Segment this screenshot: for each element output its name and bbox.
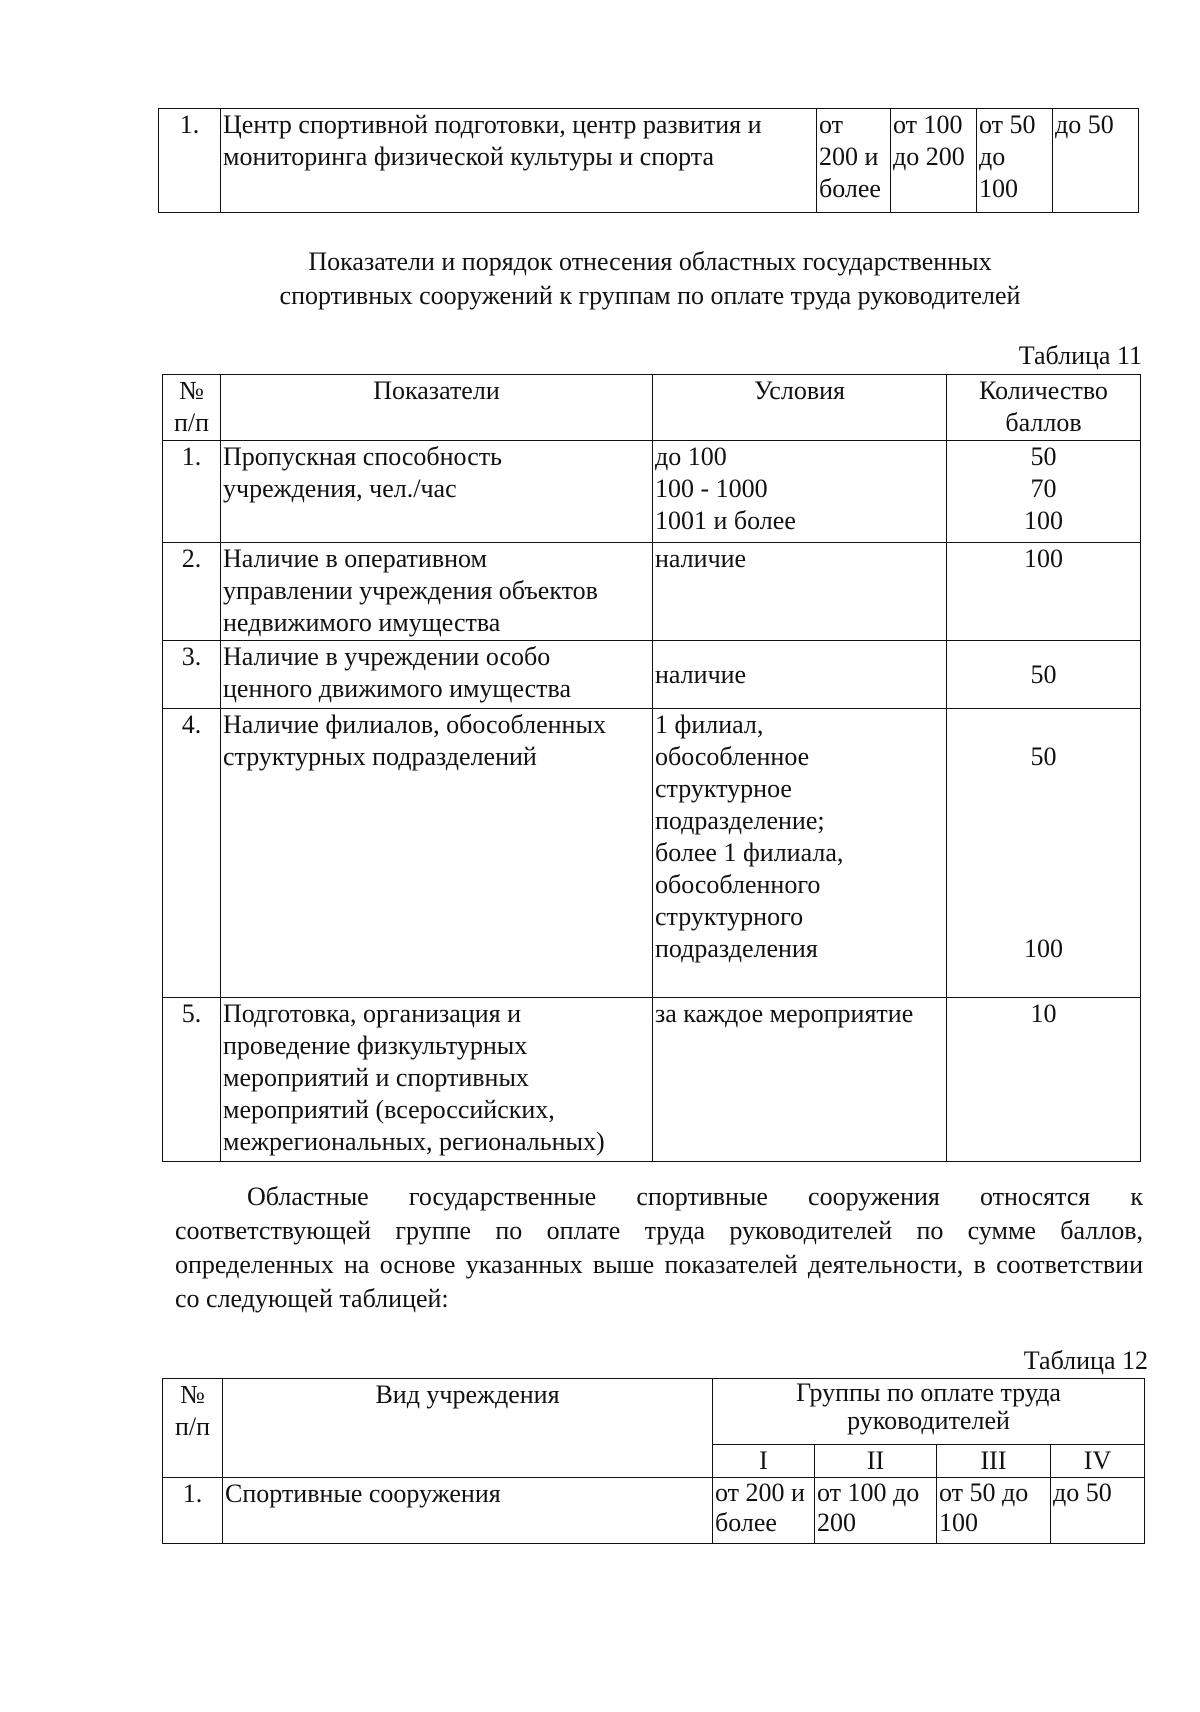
- points-cell: [947, 709, 1141, 998]
- table-12: [162, 1378, 1145, 1544]
- header-number: № п/п: [163, 375, 221, 441]
- table-row: [163, 441, 1141, 543]
- group-4-cell: до 50: [1051, 1478, 1145, 1544]
- body-paragraph: Областные государственные спортивные сооружения относятся к соответствующей группе по оплате труда руководителей по сумме баллов, определенных на основе указанных выше показателей деятельности, в соответствии со следующей таблицей:: [175, 1182, 1143, 1313]
- points-value-b: 100: [1024, 934, 1063, 963]
- heading-line-1: Показатели и порядок отнесения областных государственных: [308, 247, 992, 276]
- group-1-cell: от 200 и более: [713, 1478, 815, 1544]
- points-cell: 50 70 100: [947, 441, 1141, 543]
- group-3-cell: от 50 до 100: [937, 1478, 1051, 1544]
- indicator-cell: Пропускная способность учреждения, чел./час: [221, 441, 653, 543]
- group-1-cell: от 200 и более: [817, 109, 891, 213]
- section-heading: [160, 245, 1140, 313]
- row-number: 1.: [163, 1478, 223, 1544]
- header-number: № п/п: [163, 1379, 223, 1478]
- table-12-label: Таблица 12: [1023, 1346, 1148, 1375]
- table-row: [163, 641, 1141, 709]
- conditions-cell: наличие: [653, 543, 947, 641]
- row-number: 2.: [163, 543, 221, 641]
- row-number: 1.: [159, 109, 221, 213]
- header-points: Количество баллов: [947, 375, 1141, 441]
- header-group-2: II: [815, 1445, 937, 1478]
- indicator-cell: Наличие филиалов, обособленных структурных подразделений: [221, 709, 653, 998]
- conditions-cell: за каждое мероприятие: [653, 998, 947, 1162]
- group-4-cell: до 50: [1053, 109, 1139, 213]
- heading-line-2: спортивных сооружений к группам по оплате труда руководителей: [279, 281, 1021, 310]
- table-11: [162, 374, 1141, 1162]
- row-number: 5.: [163, 998, 221, 1162]
- points-cell: 50: [947, 641, 1141, 709]
- group-2-cell: от 100 до 200: [815, 1478, 937, 1544]
- header-conditions: Условия: [653, 375, 947, 441]
- header-group-4: IV: [1051, 1445, 1145, 1478]
- conditions-cell: наличие: [653, 641, 947, 709]
- header-group-3: III: [937, 1445, 1051, 1478]
- points-cell: 100: [947, 543, 1141, 641]
- table-row: [163, 998, 1141, 1162]
- institution-name: Центр спортивной подготовки, центр развития и мониторинга физической культуры и спорта: [221, 109, 817, 213]
- points-cell: 10: [947, 998, 1141, 1162]
- table-row: [159, 109, 1139, 213]
- group-3-cell: от 50 до 100: [977, 109, 1053, 213]
- header-indicator: Показатели: [221, 375, 653, 441]
- indicator-cell: Наличие в оперативном управлении учреждения объектов недвижимого имущества: [221, 543, 653, 641]
- row-number: 4.: [163, 709, 221, 998]
- table-row: [163, 1478, 1145, 1544]
- group-2-cell: от 100 до 200: [891, 109, 977, 213]
- conditions-cell: 1 филиал, обособленное структурное подразделение; более 1 филиала, обособленного структурного подразделения: [653, 709, 947, 998]
- top-groups-table: [158, 108, 1139, 213]
- header-institution-type: Вид учреждения: [223, 1379, 713, 1478]
- table-row: [163, 543, 1141, 641]
- indicator-cell: Подготовка, организация и проведение физкультурных мероприятий и спортивных мероприятий (всероссийских, межрегиональных, региональных): [221, 998, 653, 1162]
- header-pay-groups: Группы по оплате труда руководителей: [713, 1379, 1145, 1445]
- indicator-cell: Наличие в учреждении особо ценного движимого имущества: [221, 641, 653, 709]
- table-row: [163, 709, 1141, 998]
- conditions-cell: до 100 100 - 1000 1001 и более: [653, 441, 947, 543]
- table-11-label: Таблица 11: [1018, 341, 1142, 370]
- row-number: 1.: [163, 441, 221, 543]
- table-header-row: [163, 1379, 1145, 1445]
- points-value-a: 50: [1030, 742, 1057, 771]
- table-header-row: [163, 375, 1141, 441]
- row-number: 3.: [163, 641, 221, 709]
- header-group-1: I: [713, 1445, 815, 1478]
- institution-type-cell: Спортивные сооружения: [223, 1478, 713, 1544]
